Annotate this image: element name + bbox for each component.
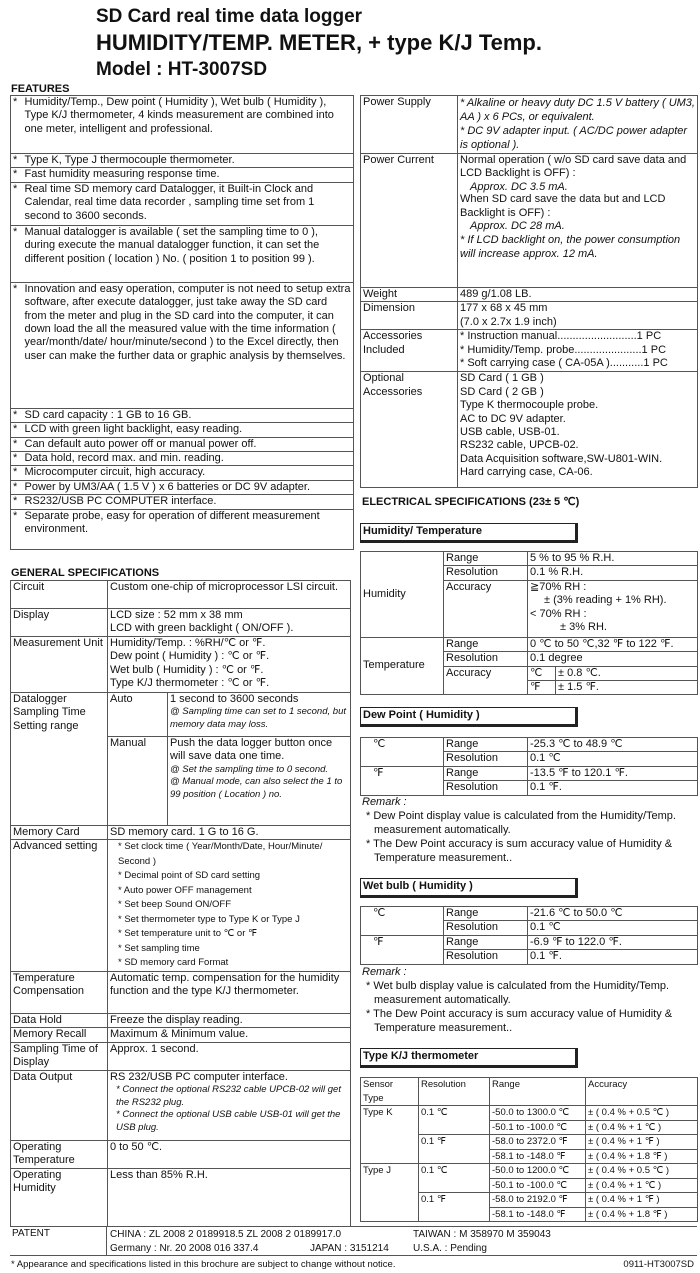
title-line-2: HUMIDITY/TEMP. METER, + type K/J Temp. bbox=[96, 30, 542, 55]
general-spec-table: Circuit Custom one-chip of microprocessor LSI circuit. Display LCD size : 52 mm x 38 mm LCD with green backlight ( ON/OFF ). Measurement Unit Humidity/Temp. : %RH/℃ or ℉. Dew point ( Humidity ) : ℃ or ℉. Wet bulb ( Humidity ) : ℃ or ℉. Type K/J thermometer : ℃ or ℉. Datalogger Sampling Time Setting range Auto 1 second to 3600 seconds @ Sampling time can set to 1 second, but memory data may loss. Manual Push the data logger button once will save data one time. @ Set the sampling time to 0 second. @ Manual mode, can also select the 1 to 99 position ( Location ) no. Memory Card SD memory card. 1 G to 16 G. Advanced setting * Set clock time ( Year/Month/Date, Hour/Minute/ Second ) * Decimal point of SD card setting * Auto power OFF management * Set beep Sound ON/OFF * Set thermometer type to Type K or Type J * Set temperature unit to ℃ or ℉ * Set sampling time * SD memory card Format Temperature Compensation Automatic temp. compensation for the humidity function and the type K/J thermometer. Data Hold Freeze the display reading. Memory Recall Maximum & Minimum value. Sampling Time of Display Approx. 1 second. Data Output RS 232/USB PC computer interface. * Connect the optional RS232 cable UPCB-02 will get the RS232 plug. * Connect the optional USB cable USB-01 will get the USB plug. Operating Temperature 0 to 50 ℃. Operating Humidity Less than 85% R.H. bbox=[10, 580, 351, 1227]
feature-item: Power by UM3/AA ( 1.5 V ) x 6 batteries or DC 9V adapter. bbox=[23, 480, 354, 494]
feature-item: Real time SD memory card Datalogger, it Built-in Clock and Calendar, real time data recorder , sampling time set from 1 second to 3600 seconds. bbox=[23, 182, 354, 225]
feature-item: Innovation and easy operation, computer is not need to setup extra software, after execute datalogger, just take away the SD card from the meter and plug in the SD card into the computer, it can down load the all the measured value with the time information ( year/month/date/ hour/minute/second ) to the Excel directly, then user can make the further data or graphic analysis by themselves. bbox=[23, 282, 354, 408]
dew-point-heading: Dew Point ( Humidity ) bbox=[360, 707, 578, 727]
humidity-temp-heading: Humidity/ Temperature bbox=[360, 523, 578, 543]
power-spec-table: Power Supply * Alkaline or heavy duty DC 1.5 V battery ( UM3, AA ) x 6 PCs, or equivalent. * DC 9V adapter input. ( AC/DC power adapter is optional ). Power Current Normal operation ( w/o SD card save data and LCD Backlight is OFF) : Approx. DC 3.5 mA. When SD card save the data but and LCD Backlight is OFF) : Approx. DC 28 mA. * If LCD backlight on, the power consumption will increase approx. 12 mA. Weight 489 g/1.08 LB. Dimension 177 x 68 x 45 mm (7.0 x 2.7x 1.9 inch) Accessories Included * Instruction manual..........................1 PC * Humidity/Temp. probe......................1 PC * Soft carrying case ( CA-05A )...........1 PC Optional Accessories SD Card ( 1 GB ) SD Card ( 2 GB ) Type K thermocouple probe. AC to DC 9V adapter. USB cable, USB-01. RS232 cable, UPCB-02. Data Acquisition software,SW-U801-WIN. Hard carrying case, CA-06. bbox=[360, 95, 698, 488]
wet-bulb-heading: Wet bulb ( Humidity ) bbox=[360, 878, 578, 898]
features-table: * Humidity/Temp., Dew point ( Humidity ), Wet bulb ( Humidity ), Type K/J thermometer, 4 kinds measurement are combined into one meter, intelligent and professional. * Type K, Type J thermocouple thermometer. * Fast humidity measuring response time. * Real time SD memory card Datalogger, it Built-in Clock and Calendar, real time data recorder , sampling time set from 1 second to 3600 seconds. * Manual datalogger is available ( set the sampling time to 0 ), during execute the manual datalogger function, it can set the different position ( location ) No. ( position 1 to position 99 ). * Innovation and easy operation, computer is not need to setup extra software, after execute datalogger, just take away the SD card from the meter and plug in the SD card into the computer, it can down load the all the measured value with the time information ( year/month/date/ hour/minute/second ) to the Excel directly, then user can make the further data or graphic analysis by themselves. * SD card capacity : 1 GB to 16 GB. * LCD with green light backlight, easy reading. * Can default auto power off or manual power off. * Data hold, record max. and min. reading. * Microcomputer circuit, high accuracy. * Power by UM3/AA ( 1.5 V ) x 6 batteries or DC 9V adapter. * RS232/USB PC COMPUTER interface. * Separate probe, easy for operation of different measurement environment. bbox=[10, 95, 354, 550]
dew-point-remark: Remark : * Dew Point display value is calculated from the Humidity/Temp. measurement automatically. * The Dew Point accuracy is sum accuracy value of Humidity & Temperature measurement.. bbox=[362, 796, 676, 864]
feature-item: Separate probe, easy for operation of different measurement environment. bbox=[23, 509, 354, 549]
electrical-heading: ELECTRICAL SPECIFICATIONS (23± 5 ℃) bbox=[362, 496, 580, 508]
wet-bulb-table: ℃ Range -21.6 ℃ to 50.0 ℃ Resolution 0.1 ℃ ℉ Range -6.9 ℉ to 122.0 ℉. Resolution 0.1 ℉. bbox=[360, 906, 698, 965]
thermocouple-heading: Type K/J thermometer bbox=[360, 1048, 578, 1068]
feature-item: RS232/USB PC COMPUTER interface. bbox=[23, 495, 354, 509]
title-line-1: SD Card real time data logger bbox=[96, 6, 363, 27]
feature-item: Manual datalogger is available ( set the sampling time to 0 ), during execute the manual datalogger function, it can set the different position ( location ) No. ( position 1 to position 99 ). bbox=[23, 225, 354, 282]
features-heading: FEATURES bbox=[11, 83, 70, 95]
feature-item: Data hold, record max. and min. reading. bbox=[23, 452, 354, 466]
title-line-3: Model : HT-3007SD bbox=[96, 59, 268, 80]
feature-item: Humidity/Temp., Dew point ( Humidity ), Wet bulb ( Humidity ), Type K/J thermometer, 4 kinds measurement are combined into one meter, intelligent and professional. bbox=[23, 96, 354, 154]
general-spec-heading: GENERAL SPECIFICATIONS bbox=[11, 567, 160, 579]
feature-item: SD card capacity : 1 GB to 16 GB. bbox=[23, 408, 354, 422]
feature-item: LCD with green light backlight, easy reading. bbox=[23, 423, 354, 437]
feature-item: Type K, Type J thermocouple thermometer. bbox=[23, 154, 354, 168]
thermocouple-table: Sensor Type Resolution Range Accuracy Type K 0.1 ℃ -50.0 to 1300.0 ℃ ± ( 0.4 % + 0.5 ℃ ) -50.1 to -100.0 ℃ ± ( 0.4 % + 1 ℃ ) 0.1 ℉ -58.0 to 2372.0 ℉ ± ( 0.4 % + 1 ℉ ) -58.1 to -148.0 ℉ ± ( 0.4 % + 1.8 ℉ ) Type J 0.1 ℃ -50.0 to 1200.0 ℃ ± ( 0.4 % + 0.5 ℃ ) -50.1 to -100.0 ℃ ± ( 0.4 % + 1 ℃ ) 0.1 ℉ -58.0 to 2192.0 ℉ ± ( 0.4 % + 1 ℉ ) -58.1 to -148.0 ℉ ± ( 0.4 % + 1.8 ℉ ) bbox=[360, 1077, 698, 1222]
wet-bulb-remark: Remark : * Wet bulb display value is calculated from the Humidity/Temp. measurement automatically. * The Dew Point accuracy is sum accuracy value of Humidity & Temperature measurement.. bbox=[362, 966, 673, 1034]
feature-item: Microcomputer circuit, high accuracy. bbox=[23, 466, 354, 480]
humidity-temp-table: Humidity Range 5 % to 95 % R.H. Resolution 0.1 % R.H. Accuracy ≧70% RH : ± (3% reading + 1% RH). < 70% RH : ± 3% RH. Temperature Range 0 ℃ to 50 ℃,32 ℉ to 122 ℉. Resolution 0.1 degree Accuracy ℃ ± 0.8 ℃. ℉ ± 1.5 ℉. bbox=[360, 551, 698, 695]
feature-item: Fast humidity measuring response time. bbox=[23, 168, 354, 182]
patent-box: PATENT CHINA : ZL 2008 2 0189918.5 ZL 2008 2 0189917.0 Germany : Nr. 20 2008 016 337.4 TAIWAN : M 358970 M 359043 JAPAN : 3151214 U.S.A. : Pending bbox=[10, 1226, 697, 1256]
feature-item: Can default auto power off or manual power off. bbox=[23, 437, 354, 451]
dew-point-table: ℃ Range -25.3 ℃ to 48.9 ℃ Resolution 0.1 ℃ ℉ Range -13.5 ℉ to 120.1 ℉. Resolution 0.1 ℉. bbox=[360, 737, 698, 796]
document-code: 0911-HT3007SD bbox=[623, 1259, 694, 1270]
footnote: * Appearance and specifications listed in this brochure are subject to change without notice. bbox=[11, 1259, 396, 1270]
